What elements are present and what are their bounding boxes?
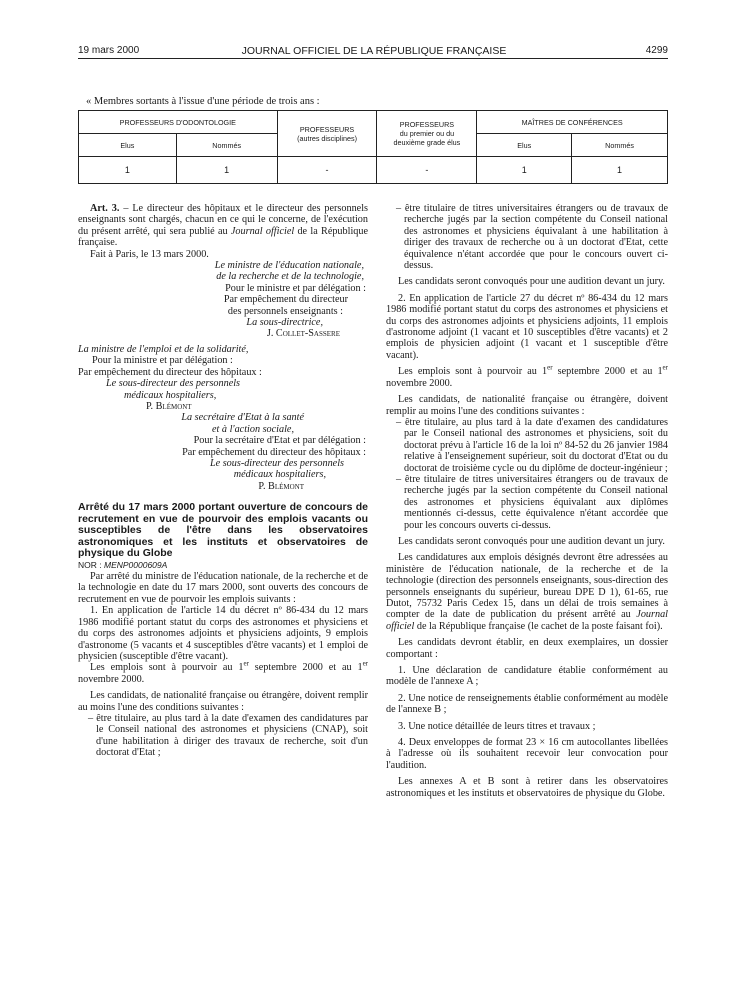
signature-line: Pour la secrétaire d'Etat et par délégation : [193, 435, 366, 447]
header-prof-grade: PROFESSEURS du premier ou du deuxième grade élus [377, 111, 477, 157]
signature-line: Par empêchement du directeur [223, 294, 348, 306]
signature-line: et à l'action sociale, [212, 423, 294, 435]
signature-line: médicaux hospitaliers, [124, 389, 217, 401]
signature-line: des personnels enseignants : [227, 305, 343, 317]
signature-line: La sous-directrice, [246, 317, 323, 329]
signature-line: Pour la ministre et par délégation : [92, 355, 233, 367]
condition-item: – être titulaire, au plus tard à la date d'examen des candidatures par le Conseil national des astronomes et physiciens (CNAP), soit d'une habilitation à diriger des travaux de recherche, soit d'un doctorat d'Etat ; [88, 712, 368, 759]
table-cell: - [377, 157, 477, 184]
signatory-name: P. Blémont [146, 400, 192, 412]
left-column [78, 203, 368, 759]
paragraph: 2. En application de l'article 27 du décret nº 86-434 du 12 mars 1986 modifié portant statut du corps des astronomes et physiciens et du corps des astronomes adjoints et physiciens adjoints, 11 emplois d'astronome adjoint (1 vacant et 10 susceptibles d'être vacants) et 2 emplois de physicien adjoint (1 vacant et 1 susceptible d'être vacant). [386, 292, 668, 361]
page-number: 4299 [645, 45, 668, 56]
sub-nommes: Nommés [176, 134, 277, 157]
signature-line: La ministre de l'emploi et de la solidarité, [78, 343, 249, 355]
table-cell: - [277, 157, 377, 184]
paragraph: Les candidats seront convoqués pour une audition devant un jury. [398, 276, 665, 288]
fait-a-paris: Fait à Paris, le 13 mars 2000. [90, 248, 209, 260]
article-3: Art. 3. – Le directeur des hôpitaux et le directeur des personnels enseignants sont chargés, chacun en ce qui le concerne, de l'exécution du présent arrêté, qui sera publié au Journal officiel de la République française. [78, 203, 368, 249]
header-date: 19 mars 2000 [78, 45, 140, 56]
header-rule [78, 58, 668, 59]
signature-line: Le sous-directeur des personnels [106, 378, 241, 390]
paragraph: Les candidatures aux emplois désignés devront être adressées au ministère de l'éducation nationale, de la recherche et de la technologie (direction des personnels enseignants, sous-direction des personnels enseignants du supérieur, bureau DPE D 1), 61-65, rue Dutot, 75732 Paris Cedex 15, dans un délai de trois semaines à compter de la date de publication du présent arrêté au Journal officiel de la République française (le cachet de la poste faisant foi). [386, 552, 668, 632]
dossier-item: 3. Une notice détaillée de leurs titres et travaux ; [398, 720, 596, 732]
signature-line: Pour le ministre et par délégation : [225, 282, 366, 294]
paragraph: Les candidats seront convoqués pour une audition devant un jury. [398, 535, 665, 547]
dossier-item: 1. Une déclaration de candidature établie conformément au modèle de l'annexe A ; [386, 665, 668, 688]
arrete-title: Arrêté du 17 mars 2000 portant ouverture de concours de recrutement en vue de pourvoir des emplois vacants ou susceptibles de l'être dans les observatoires astronomiques et les instituts et observatoires de physique du Globe [78, 501, 368, 560]
paragraph: Par arrêté du ministre de l'éducation nationale, de la recherche et de la technologie en date du 17 mars 2000, sont ouverts des concours de recrutement en vue de pourvoir les emplois suivants : [78, 571, 368, 605]
journal-title: JOURNAL OFFICIEL DE LA RÉPUBLIQUE FRANÇAISE [241, 45, 507, 57]
paragraph: Les candidats, de nationalité française ou étrangère, doivent remplir au moins l'une des conditions suivantes : [386, 394, 668, 417]
header-prof-autres: PROFESSEURS (autres disciplines) [277, 111, 377, 157]
dossier-item: 2. Une notice de renseignements établie conformément au modèle de l'annexe B ; [386, 692, 668, 716]
condition-item: – être titulaire de titres universitaires étrangers ou de travaux de recherche jugés par la section compétente du Conseil national des astronomes et physiciens équivalant aux diplômes mentionnés ci-dessus, cette équivalence n'étant accordée que pour les concours ouverts ci-dessus. [396, 473, 668, 531]
nor-reference: NOR : MENP0000609A [78, 559, 168, 570]
signature-line: La secrétaire d'Etat à la santé [181, 412, 304, 424]
condition-item: – être titulaire de titres universitaires étrangers ou de travaux de recherche jugés par la section compétente du Conseil national des astronomes et physiciens équivalant à une habilitation à diriger des travaux de recherche ou à un doctorat d'Etat, cette équivalence n'étant accordée que pour le concours ouvert ci-dessus. [396, 203, 668, 272]
signature-line: de la recherche et de la technologie, [216, 271, 364, 283]
right-column [386, 203, 668, 799]
paragraph: Les annexes A et B sont à retirer dans les observatoires astronomiques et les instituts et observatoires de physique du Globe. [386, 776, 668, 799]
condition-item: – être titulaire, au plus tard à la date d'examen des candidatures par le Conseil national des astronomes et physiciens, soit du doctorat prévu à l'article 16 de la loi nº 84-52 du 26 janvier 1984 relative à l'enseignement supérieur, soit du doctorat d'Etat ou du doctorat de troisième cycle ou du diplôme de docteur-ingénieur ; [396, 416, 668, 474]
sub-elus: Elus [79, 134, 177, 157]
table-cell: 1 [477, 157, 572, 184]
table-cell: 1 [572, 157, 668, 184]
signatory-name: J. Collet-Sassere [266, 328, 340, 340]
paragraph: Les candidats, de nationalité française ou étrangère, doivent remplir au moins l'une des conditions suivantes : [78, 690, 368, 713]
table-intro: « Membres sortants à l'issue d'une période de trois ans : [86, 96, 320, 107]
paragraph: Les candidats devront établir, en deux exemplaires, un dossier comportant : [386, 637, 668, 660]
signatory-name: P. Blémont [258, 480, 304, 492]
signature-line: Par empêchement du directeur des hôpitaux : [182, 446, 366, 458]
membres-table [78, 110, 668, 184]
signature-line: Par empêchement du directeur des hôpitaux : [78, 366, 262, 378]
paragraph: 1. En application de l'article 14 du décret nº 86-434 du 12 mars 1986 modifié portant statut du corps des astronomes et physiciens et du corps des astronomes adjoints et physiciens adjoints, 9 emplois d'astronome (5 vacants et 4 susceptibles d'être vacants) et 1 emploi de physicien (susceptible d'être vacant). [78, 605, 368, 662]
table-cell: 1 [176, 157, 277, 184]
signature-line: Le ministre de l'éducation nationale, [214, 260, 364, 272]
header-maitres: MAÎTRES DE CONFÉRENCES [477, 111, 668, 134]
signature-line: Le sous-directeur des personnels [209, 457, 344, 469]
paragraph: Les emplois sont à pourvoir au 1er septembre 2000 et au 1er novembre 2000. [386, 363, 668, 389]
paragraph: Les emplois sont à pourvoir au 1er septembre 2000 et au 1er novembre 2000. [78, 659, 369, 685]
table-cell: 1 [79, 157, 177, 184]
signature-line: médicaux hospitaliers, [233, 469, 326, 481]
dossier-item: 4. Deux enveloppes de format 23 × 16 cm autocollantes libellées à l'adresse où ils souhaitent recevoir leur convocation pour l'audition. [386, 737, 668, 771]
sub-nommes-mc: Nommés [572, 134, 668, 157]
header-odontologie: PROFESSEURS D'ODONTOLOGIE [79, 111, 278, 134]
sub-elus-mc: Elus [477, 134, 572, 157]
